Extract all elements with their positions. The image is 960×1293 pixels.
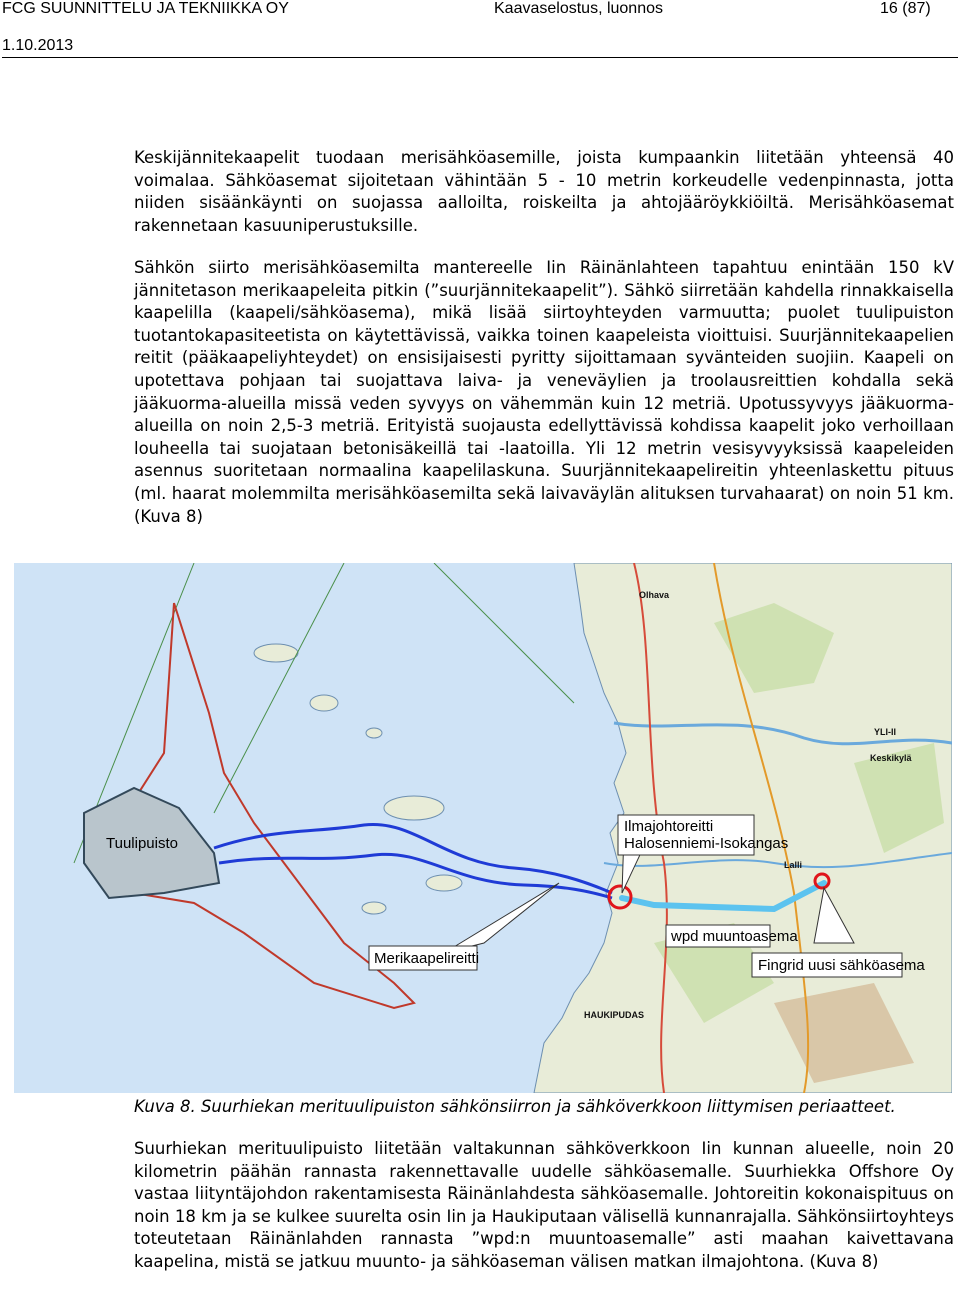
label-overhead-line-2: Halosenniemi-Isokangas xyxy=(624,835,789,852)
header-rule xyxy=(2,57,958,58)
header-date: 1.10.2013 xyxy=(2,37,74,54)
figure-caption: Kuva 8. Suurhiekan merituulipuiston sähkönsiirron ja sähköverkkoon liittymisen periaatteet. xyxy=(134,1097,896,1116)
label-wind-park: Tuulipuisto xyxy=(106,835,178,852)
island xyxy=(384,796,444,820)
place-keskikyla: Keskikylä xyxy=(870,753,912,763)
header-company: FCG SUUNNITTELU JA TEKNIIKKA OY xyxy=(2,0,289,17)
label-fingrid: Fingrid uusi sähköasema xyxy=(758,957,925,974)
map-svg xyxy=(14,563,952,1093)
island xyxy=(426,875,462,891)
label-overhead-line-1: Ilmajohtoreitti xyxy=(624,818,714,835)
header-page-number: 16 (87) xyxy=(880,0,931,17)
paragraph-3: Suurhiekan merituulipuisto liitetään valtakunnan sähköverkkoon Iin kunnan alueelle, noin 20 kilometrin päähän rannasta rakennettavalle uudelle sähköasemalle. Suurhiekka Offshore Oy vastaa liityntäjohdon rakentamisesta Räinänlahdesta sähköasemalle. Johtoreitin kokonaispituus on noin 18 km ja se kulkee suurelta osin Iin ja Haukiputaan välisellä kunnanrajalla. Sähkönsiirtoyhteys toteutetaan Räinänlahden rannasta ”wpd:n muuntoasemalle” asti maahan kaivettavana kaapelina, mistä se jatkuu muunto- ja sähköaseman välisen matkan ilmajohtona. (Kuva 8) xyxy=(134,1139,954,1271)
place-lalli: Lalli xyxy=(784,860,803,870)
island xyxy=(362,902,386,914)
island xyxy=(366,728,382,738)
map-figure xyxy=(14,563,952,1093)
header-doc-title: Kaavaselostus, luonnos xyxy=(494,0,663,17)
place-haukipudas: HAUKIPUDAS xyxy=(584,1010,645,1020)
label-sea-cable: Merikaapelireitti xyxy=(374,950,480,967)
label-wpd: wpd muuntoasema xyxy=(671,928,798,945)
island xyxy=(254,644,298,662)
paragraph-2: Sähkön siirto merisähköasemilta mantereelle Iin Räinänlahteen tapahtuu enintään 150 kV jännitetason merikaapeleita pitkin (”suurjännitekaapelit”). Sähkö siirretään kahdella rinnakkaisella kaapelilla (kaapeli/sähköasema), mikä lisää siirtoyhteyden varmuutta; puolet tuulipuiston tuotantokapasiteetista on käytettävissä, vaikka toinen kaapeleista vioittuisi. Suurjännitekaapelien reitit (pääkaapeliyhteydet) on ensisijaisesti pyritty sijoittamaan syvänteiden suojiin. Kaapeli on upotettava pohjaan tai suojattava laiva- ja veneväylien ja troolausreittien kohdalla sekä jääkuorma-alueilla missä veden syvyys on vähemmän kuin 12 metriä. Upotussyvyys jääkuorma-alueilla on noin 2,5-3 metriä. Erityistä suojausta edellyttävissä kohdissa kaapelit joko verhoillaan louheella tai suojataan betonisäkeillä tai -laatoilla. Yli 12 metrin vesisyvyyksissä kaapeleiden asennus suoritetaan normaalina kaapelilaskuna. Suurjännitekaapelireitin yhteenlaskettu pituus (ml. haarat molemmilta merisähköasemilta sekä laivaväylän alituksen turvahaarat) on noin 51 km. (Kuva 8) xyxy=(134,258,954,526)
island xyxy=(310,695,338,711)
page-header xyxy=(0,0,960,60)
place-olhava: Olhava xyxy=(639,590,670,600)
place-yli-ii: YLI-II xyxy=(874,727,896,737)
paragraph-1: Keskijännitekaapelit tuodaan merisähköasemille, joista kumpaankin liitetään yhteensä 40 voimalaa. Sähköasemat sijoitetaan vähintään 5 - 10 metrin korkeudelle vedenpinnasta, jotta niiden sisäänkäynti on suojassa aalloilta, roiskeilta ja ahtojääröykkiöiltä. Merisähköasemat rakennetaan kasuuniperustuksille. xyxy=(134,148,954,235)
